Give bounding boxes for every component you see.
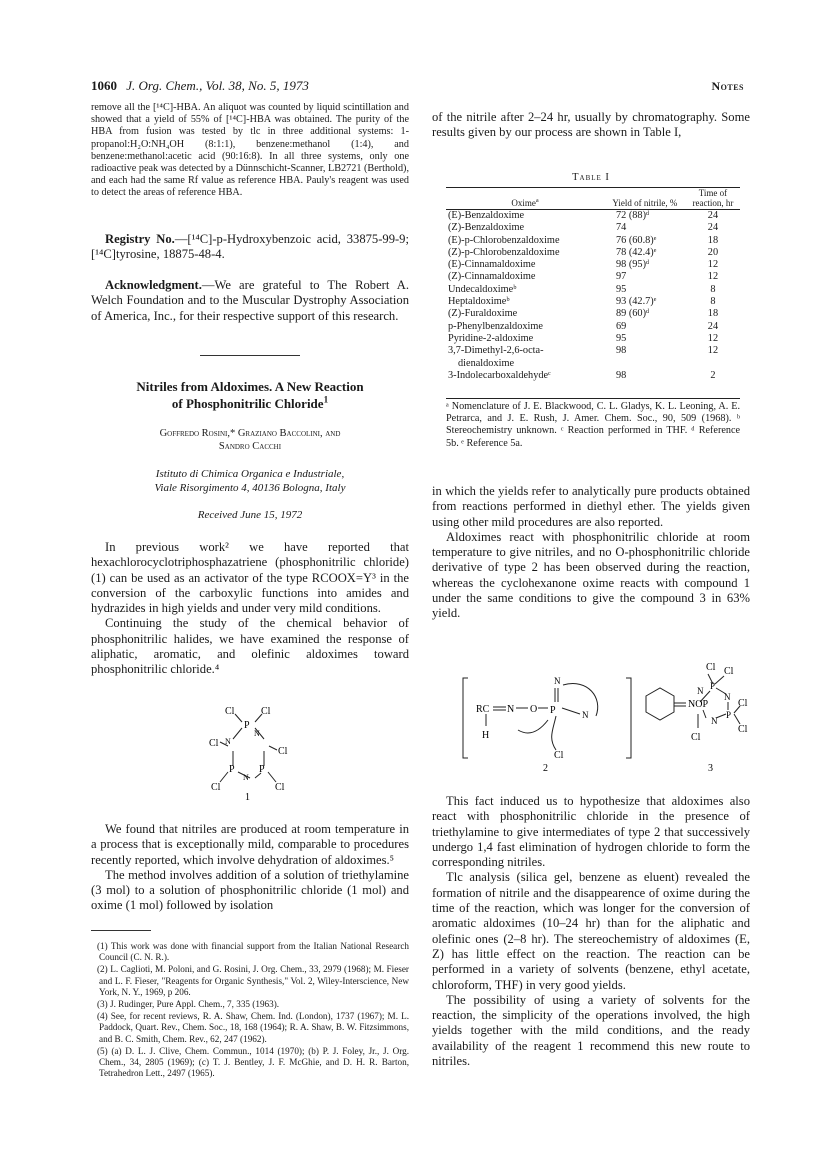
- svg-text:Cl: Cl: [261, 706, 271, 717]
- structure-3-label: 3: [708, 763, 713, 774]
- results-paragraph-2: Aldoximes react with phosphonitrilic chloride at room temperature to give nitriles, and no O-phosphonitrilic chloride derivative of type 2 has been observed during the reaction, whereas the cyclohexanone oxime reacts with compound 1 under the same conditions to give the compound 3 in 63% yield.: [432, 529, 750, 621]
- table-footnotes: ᵃ Nomenclature of J. E. Blackwood, C. L. Gladys, K. L. Leoning, A. E. Petrarca, and J. E. Rush, J. Amer. Chem. Soc., 90, 509 (1968). ᵇ Stereochemistry unknown. ᶜ Reaction performed in THF. ᵈ Reference 5b. ᵉ Reference 5a.: [446, 401, 740, 449]
- method-text: [91, 822, 409, 914]
- svg-text:P: P: [244, 720, 250, 731]
- title-line-1: Nitriles from Aldoximes. A New Reaction: [136, 379, 364, 394]
- yield-cell: 72 (88)ᵈ: [615, 210, 650, 221]
- svg-text:Cl: Cl: [738, 724, 748, 735]
- yield-cell: 97: [615, 271, 627, 283]
- footnotes: [91, 941, 409, 1080]
- oxime-cell: (E)-p-Chlorobenzaldoxime: [448, 234, 560, 246]
- time-cell: 2: [710, 369, 716, 381]
- time-cell: 8: [710, 283, 716, 295]
- yield-cell: 95: [615, 283, 627, 295]
- section-label: Notes: [711, 79, 744, 93]
- results-text: [432, 484, 750, 622]
- svg-text:N: N: [554, 676, 561, 686]
- svg-text:N: N: [697, 686, 704, 696]
- registry-label: Registry No.: [105, 232, 175, 246]
- svg-text:NOP: NOP: [688, 699, 709, 710]
- footnote-rule: [91, 930, 151, 931]
- table-row: [446, 296, 740, 308]
- time-cell: 12: [707, 271, 719, 283]
- yield-cell: 89 (60)ᵈ: [615, 308, 650, 320]
- svg-text:Cl: Cl: [738, 698, 748, 709]
- oxime-cell: (Z)-p-Chlorobenzaldoxime: [448, 246, 560, 258]
- time-cell: 8: [710, 296, 716, 308]
- time-cell: 24: [707, 222, 719, 234]
- oxime-cell: (Z)-Benzaldoxime: [448, 222, 525, 234]
- svg-text:N: N: [507, 704, 515, 715]
- authors: [91, 427, 409, 453]
- structure-1-label: 1: [245, 792, 250, 802]
- svg-text:Cl: Cl: [275, 782, 285, 793]
- title-line-2: of Phosphonitrilic Chloride: [171, 396, 324, 411]
- title-footnote-mark: 1: [323, 394, 329, 405]
- yield-cell: 78 (42.4)ᵉ: [615, 246, 657, 258]
- article-title: [91, 378, 409, 412]
- oxime-cell: 3-Indolecarboxaldehydeᶜ: [448, 369, 551, 381]
- time-cell: 12: [707, 332, 719, 344]
- svg-text:Cl: Cl: [225, 706, 235, 717]
- svg-text:Cl: Cl: [724, 666, 734, 677]
- intro-paragraph-1: In previous work² we have reported that hexachlorocyclotriphosphazatriene (phosphonitrilic chloride) (1) can be used as an activator of the type RCOOX=Y³ in the conversion of the carboxylic functions into amides and hydrazides in high yields and under very mild conditions.: [91, 540, 409, 616]
- received-date: Received June 15, 1972: [197, 509, 303, 521]
- table-row: [446, 345, 740, 357]
- svg-text:N: N: [582, 710, 589, 720]
- footnote: (1) This work was done with financial support from the Italian National Research Council (C. N. R.).: [97, 941, 409, 963]
- table-title: Table I: [572, 172, 610, 183]
- table-header-row: [446, 188, 740, 210]
- table-1: [446, 188, 740, 382]
- yield-cell: 98: [615, 369, 627, 381]
- time-cell: 12: [707, 259, 719, 271]
- yield-cell: 76 (60.8)ᵉ: [615, 234, 657, 246]
- oxime-cell: p-Phenylbenzaldoxime: [448, 320, 543, 332]
- structures-2-and-3: [458, 658, 748, 778]
- table-row: [446, 284, 740, 296]
- table-row: [446, 247, 740, 259]
- footnote: (5) (a) D. L. J. Clive, Chem. Commun., 1014 (1970); (b) P. J. Foley, Jr., J. Org. Chem., 34, 2805 (1969); (c) T. J. Bentley, J. F. McGhie, and D. H. R. Barton, Tetrahedron Lett., 2497 (1965).: [97, 1045, 409, 1079]
- table-row: [446, 235, 740, 247]
- svg-text:P: P: [259, 764, 265, 775]
- svg-text:N: N: [225, 737, 231, 746]
- table-bottom-rule: [446, 398, 740, 399]
- structure-1-phosphonitrilic-chloride: [195, 702, 305, 802]
- footnote: (3) J. Rudinger, Pure Appl. Chem., 7, 335 (1963).: [97, 999, 280, 1010]
- svg-text:Cl: Cl: [691, 732, 701, 743]
- registry-section: [91, 232, 409, 263]
- table-row: [446, 210, 740, 223]
- table-row: [446, 333, 740, 345]
- affiliation-line-1: Istituto di Chimica Organica e Industriale,: [155, 468, 345, 480]
- svg-text:N: N: [711, 716, 718, 726]
- yield-cell: [604, 358, 686, 370]
- acknowledgment-label: Acknowledgment.: [105, 278, 202, 292]
- yield-cell: 69: [615, 320, 627, 332]
- discussion-text: [432, 794, 750, 1069]
- footnote: (4) See, for recent reviews, R. A. Shaw, Chem. Ind. (London), 1737 (1967); M. L. Paddock, Quart. Rev., Chem. Soc., 18, 168 (1964); R. A. Shaw, B. W. Fitzsimmons, and B. C. Smith, Chem. Rev., 62, 247 (1962).: [97, 1011, 409, 1044]
- affiliation-line-2: Viale Risorgimento 4, 40136 Bologna, Italy: [154, 482, 346, 494]
- svg-text:Cl: Cl: [554, 750, 564, 761]
- oxime-cell: 3,7-Dimethyl-2,6-octa-: [448, 345, 544, 357]
- method-paragraph-2: The method involves addition of a solution of triethylamine (3 mol) to a solution of phosphonitrilic chloride (1 mol) and oxime (1 mol) followed by isolation: [91, 867, 409, 913]
- article-divider: [200, 355, 300, 356]
- affiliation: [91, 467, 409, 495]
- running-header: [91, 78, 309, 94]
- yield-cell: 93 (42.7)ᵉ: [615, 296, 657, 308]
- method-paragraph-1: We found that nitriles are produced at room temperature in a process that is exceptionally mild, comparable to procedures recently reported, which involve dehydration of aldoximes.⁵: [91, 822, 409, 867]
- svg-text:P: P: [229, 764, 235, 775]
- time-cell: 18: [707, 308, 719, 320]
- yield-cell: 98: [615, 345, 627, 357]
- svg-text:O: O: [530, 704, 538, 715]
- table-row: [446, 308, 740, 320]
- time-cell: 24: [707, 320, 719, 332]
- table-row: [446, 370, 740, 382]
- discussion-paragraph-3: The possibility of using a variety of solvents for the reaction, the simplicity of the operations involved, the high yields together with the mild conditions, and the ready availability of the reagent 1 recommend this new route to nitriles.: [432, 992, 750, 1069]
- svg-text:Cl: Cl: [211, 782, 221, 793]
- time-cell: 12: [707, 345, 719, 357]
- table-row: [446, 222, 740, 234]
- structure-2-label: 2: [543, 763, 548, 774]
- table-row: [446, 271, 740, 283]
- authors-line-2: Sandro Cacchi: [218, 441, 282, 452]
- table-body: [446, 210, 740, 383]
- column-header: Yield of nitrile, %: [604, 188, 686, 210]
- svg-text:Cl: Cl: [706, 662, 716, 673]
- oxime-cell: (Z)-Furaldoxime: [448, 308, 518, 320]
- intro-paragraph-2: Continuing the study of the chemical behavior of phosphonitrilic halides, we have examined the response of aliphatic, aromatic, and olefinic aldoximes toward phosphonitrilic chloride.⁴: [91, 616, 409, 677]
- svg-text:RC: RC: [476, 704, 490, 715]
- oxime-cell: Heptaldoximeᵇ: [448, 296, 510, 308]
- oxime-cell: Undecaldoximeᵇ: [448, 283, 517, 295]
- table-row: [446, 259, 740, 271]
- oxime-cell: Pyridine-2-aldoxime: [448, 332, 534, 344]
- table-intro-text: [432, 110, 750, 141]
- svg-text:P: P: [726, 710, 732, 720]
- oxime-cell: (E)-Benzaldoxime: [448, 210, 525, 221]
- svg-text:P: P: [710, 681, 716, 691]
- svg-text:P: P: [550, 705, 556, 716]
- page-number: 1060: [91, 78, 117, 93]
- footnote: (2) L. Caglioti, M. Poloni, and G. Rosini, J. Org. Chem., 33, 2979 (1968); M. Fieser and L. F. Fieser, "Reagents for Organic Synthesis," Vol. 2, Wiley-Interscience, New York, N. Y., 1969, p 206.: [97, 964, 409, 997]
- previous-article-tail: [91, 102, 409, 200]
- svg-text:N: N: [254, 729, 260, 738]
- table-intro-paragraph: of the nitrile after 2–24 hr, usually by chromatography. Some results given by our process are shown in Table I,: [432, 110, 750, 140]
- discussion-paragraph-1: This fact induced us to hypothesize that aldoximes also react with phosphonitrilic chloride in the presence of triethylamine to give intermediates of type 2 that successively undergo 1,4 fast elimination of hydrogen chloride to form the corresponding nitriles.: [432, 794, 750, 870]
- yield-cell: 98 (95)ᵈ: [615, 259, 650, 271]
- authors-line-1: Goffredo Rosini,* Graziano Baccolini, and: [159, 428, 341, 439]
- table-row: [446, 321, 740, 333]
- intro-text: [91, 540, 409, 678]
- yield-cell: 74: [615, 222, 627, 234]
- svg-text:N: N: [243, 773, 249, 782]
- svg-text:Cl: Cl: [209, 738, 219, 749]
- svg-text:N: N: [724, 692, 731, 702]
- oxime-cell: (Z)-Cinnamaldoxime: [448, 271, 536, 283]
- acknowledgment-text: —We are grateful to The Robert A. Welch Foundation and to the Muscular Dystrophy Association of America, Inc., for their respective support of this research.: [91, 278, 409, 323]
- oxime-cell: dienaldoxime: [458, 357, 515, 369]
- time-cell: 24: [707, 210, 719, 221]
- journal-citation: J. Org. Chem., Vol. 38, No. 5, 1973: [126, 78, 309, 93]
- experimental-paragraph: remove all the [¹⁴C]-HBA. An aliquot was counted by liquid scintillation and showed that a yield of 55% of [¹⁴C]-HBA was obtained. The purity of the HBA from fusion was tested by tlc in three additional systems: 1-propanol:H₂O:NH₄OH (8:1:1), benzene:methanol (1:4), and benzene:methanol:acetic acid (90:16:8). In all three systems, only one radioactive peak was detected by a Dünnschicht-Scanner, LB2721 (Berthold), and each had the same Rf value as reference HBA. Pauly's reagent was used to detect the areas of reference HBA.: [91, 102, 409, 199]
- yield-cell: 95: [615, 332, 627, 344]
- time-cell: 18: [707, 234, 719, 246]
- time-cell: 20: [707, 246, 719, 258]
- time-cell: [686, 358, 740, 370]
- svg-text:Cl: Cl: [278, 746, 288, 757]
- table-row: [446, 358, 740, 370]
- results-paragraph-1: in which the yields refer to analytically pure products obtained from reactions performed in diethyl ether. The yields given using other mild procedures are also reported.: [432, 484, 750, 529]
- registry-text: —[¹⁴C]-p-Hydroxybenzoic acid, 33875-99-9; [¹⁴C]tyrosine, 18875-48-4.: [91, 232, 409, 262]
- discussion-paragraph-2: Tlc analysis (silica gel, benzene as eluent) revealed the formation of nitrile and the disappearence of oxime during the time of the reaction, which was longer for the conversion of aromatic aldoximes (10–24 hr) than for the aliphatic and olefinic ones (2–8 hr). The stereochemistry of aldoximes (E, Z) has little effect on the reaction. The reaction can be performed in a variety of solvents (benzene, ethyl acetate, chloroform, THF) in very good yields.: [432, 870, 750, 992]
- column-header: Oxime$^a$: [446, 188, 604, 210]
- oxime-cell: (E)-Cinnamaldoxime: [448, 259, 536, 271]
- acknowledgment-section: [91, 278, 409, 324]
- column-header: Time of reaction, hr: [686, 188, 740, 210]
- svg-text:H: H: [482, 730, 490, 741]
